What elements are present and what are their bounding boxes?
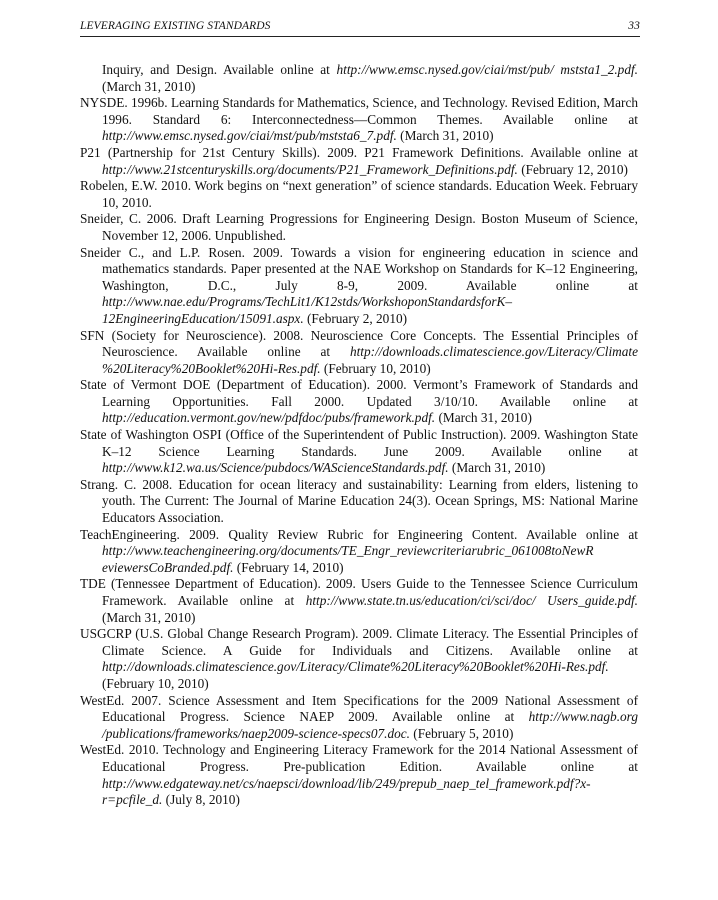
reference-entry: SFN (Society for Neuroscience). 2008. Neuroscience Core Concepts. The Essential Principles of Neuroscience. Available online at http://downloads.climatescience.gov/Literacy/Climate %20Literacy%20Booklet%20Hi-Res.pdf. (February 10, 2010) (80, 327, 638, 376)
reference-entry: TDE (Tennessee Department of Education). 2009. Users Guide to the Tennessee Science Curriculum Framework. Available online at http://www.state.tn.us/education/ci/sci/doc/ Users_guide.pdf. (March 31, 2010) (80, 576, 638, 625)
header-rule (80, 36, 640, 37)
reference-entry: State of Vermont DOE (Department of Education). 2000. Vermont’s Framework of Standards and Learning Opportunities. Fall 2000. Updated 3/10/10. Available online at http://education.vermont.gov/new/pdfdoc/pubs/framework.pdf. (March 31, 2010) (80, 377, 638, 426)
reference-entry: P21 (Partnership for 21st Century Skills). 2009. P21 Framework Definitions. Available online at http://www.21stcenturyskills.org/documents/P21_Framework_Definitions.pdf. (February 12, 2010) (80, 144, 638, 177)
running-title: LEVERAGING EXISTING STANDARDS (80, 20, 271, 32)
reference-list (80, 62, 638, 809)
reference-entry: NYSDE. 1996b. Learning Standards for Mathematics, Science, and Technology. Revised Edition, March 1996. Standard 6: Interconnectedness—Common Themes. Available online at http://www.emsc.nysed.gov/ciai/mst/pub/mststa6_7.pdf. (March 31, 2010) (80, 95, 638, 144)
reference-url[interactable]: http://www.nagb.org /publications/frameworks/naep2009-science-specs07.doc. (102, 709, 638, 741)
reference-url[interactable]: http://education.vermont.gov/new/pdfdoc/pubs/framework.pdf. (102, 410, 436, 426)
reference-entry: Sneider C., and L.P. Rosen. 2009. Towards a vision for engineering education in science and mathematics standards. Paper presented at the NAE Workshop on Standards for K–12 Engineering, Washington, D.C., July 8-9, 2009. Available online at http://www.nae.edu/Programs/TechLit1/K12stds/WorkshoponStandardsforK–12EngineeringEducation/15091.aspx. (February 2, 2010) (80, 244, 638, 326)
reference-entry: Strang. C. 2008. Education for ocean literacy and sustainability: Learning from elders, listening to youth. The Current: The Journal of Marine Education 24(3). Ocean Springs, MS: National Marine Educators Association. (80, 476, 638, 526)
running-header (80, 20, 640, 36)
reference-url[interactable]: http://www.teachengineering.org/documents/TE_Engr_reviewcriteriarubric_061008toNewR eviewersCoBranded.pdf. (102, 543, 594, 575)
reference-continuation: Inquiry, and Design. Available online at http://www.emsc.nysed.gov/ciai/mst/pub/ mststa1_2.pdf. (March 31, 2010) (102, 62, 638, 94)
reference-entry: Sneider, C. 2006. Draft Learning Progressions for Engineering Design. Boston Museum of Science, November 12, 2006. Unpublished. (80, 211, 638, 243)
reference-url[interactable]: http://www.emsc.nysed.gov/ciai/mst/pub/mststa6_7.pdf. (102, 128, 397, 144)
reference-url[interactable]: http://www.state.tn.us/education/ci/sci/doc/ Users_guide.pdf. (305, 593, 638, 608)
reference-entry: WestEd. 2007. Science Assessment and Item Specifications for the 2009 National Assessment of Educational Progress. Science NAEP 2009. Available online at http://www.nagb.org /publications/frameworks/naep2009-science-specs07.doc. (February 5, 2010) (80, 692, 638, 741)
reference-entry: TeachEngineering. 2009. Quality Review Rubric for Engineering Content. Available online at http://www.teachengineering.org/documents/TE_Engr_reviewcriteriarubric_061008toNewR eviewersCoBranded.pdf. (February 14, 2010) (80, 526, 638, 575)
reference-url[interactable]: http://www.edgateway.net/cs/naepsci/download/lib/249/prepub_naep_tel_framework.pdf?x-r=pcfile_d. (102, 775, 591, 808)
page-number: 33 (628, 20, 640, 32)
reference-entry: State of Washington OSPI (Office of the Superintendent of Public Instruction). 2009. Washington State K–12 Science Learning Standards. June 2009. Available online at http://www.k12.wa.us/Science/pubdocs/WAScienceStandards.pdf. (March 31, 2010) (80, 427, 638, 476)
reference-url[interactable]: http://www.21stcenturyskills.org/documents/P21_Framework_Definitions.pdf. (102, 161, 518, 177)
reference-entry: USGCRP (U.S. Global Change Research Program). 2009. Climate Literacy. The Essential Principles of Climate Science. A Guide for Individuals and Citizens. Available online at http://downloads.climatescience.gov/Literacy/Climate%20Literacy%20Booklet%20Hi-Res.pdf. (February 10, 2010) (80, 626, 638, 691)
reference-entry: Robelen, E.W. 2010. Work begins on “next generation” of science standards. Education Week. February 10, 2010. (80, 178, 638, 210)
reference-url[interactable]: http://www.k12.wa.us/Science/pubdocs/WAScienceStandards.pdf. (102, 460, 449, 476)
reference-url[interactable]: http://www.nae.edu/Programs/TechLit1/K12stds/WorkshoponStandardsforK–12EngineeringEducation/15091.aspx. (102, 294, 513, 326)
reference-url[interactable]: http://www.emsc.nysed.gov/ciai/mst/pub/ mststa1_2.pdf. (336, 62, 638, 77)
reference-url[interactable]: http://downloads.climatescience.gov/Literacy/Climate%20Literacy%20Booklet%20Hi-Res.pdf. (102, 659, 609, 675)
reference-entry: WestEd. 2010. Technology and Engineering Literacy Framework for the 2014 National Assessment of Educational Progress. Pre-publication Edition. Available online at http://www.edgateway.net/cs/naepsci/download/lib/249/prepub_naep_tel_framework.pdf?x-r=pcfile_d. (July 8, 2010) (80, 742, 638, 808)
reference-url[interactable]: http://downloads.climatescience.gov/Literacy/Climate %20Literacy%20Booklet%20Hi-Res.pdf. (102, 344, 638, 376)
